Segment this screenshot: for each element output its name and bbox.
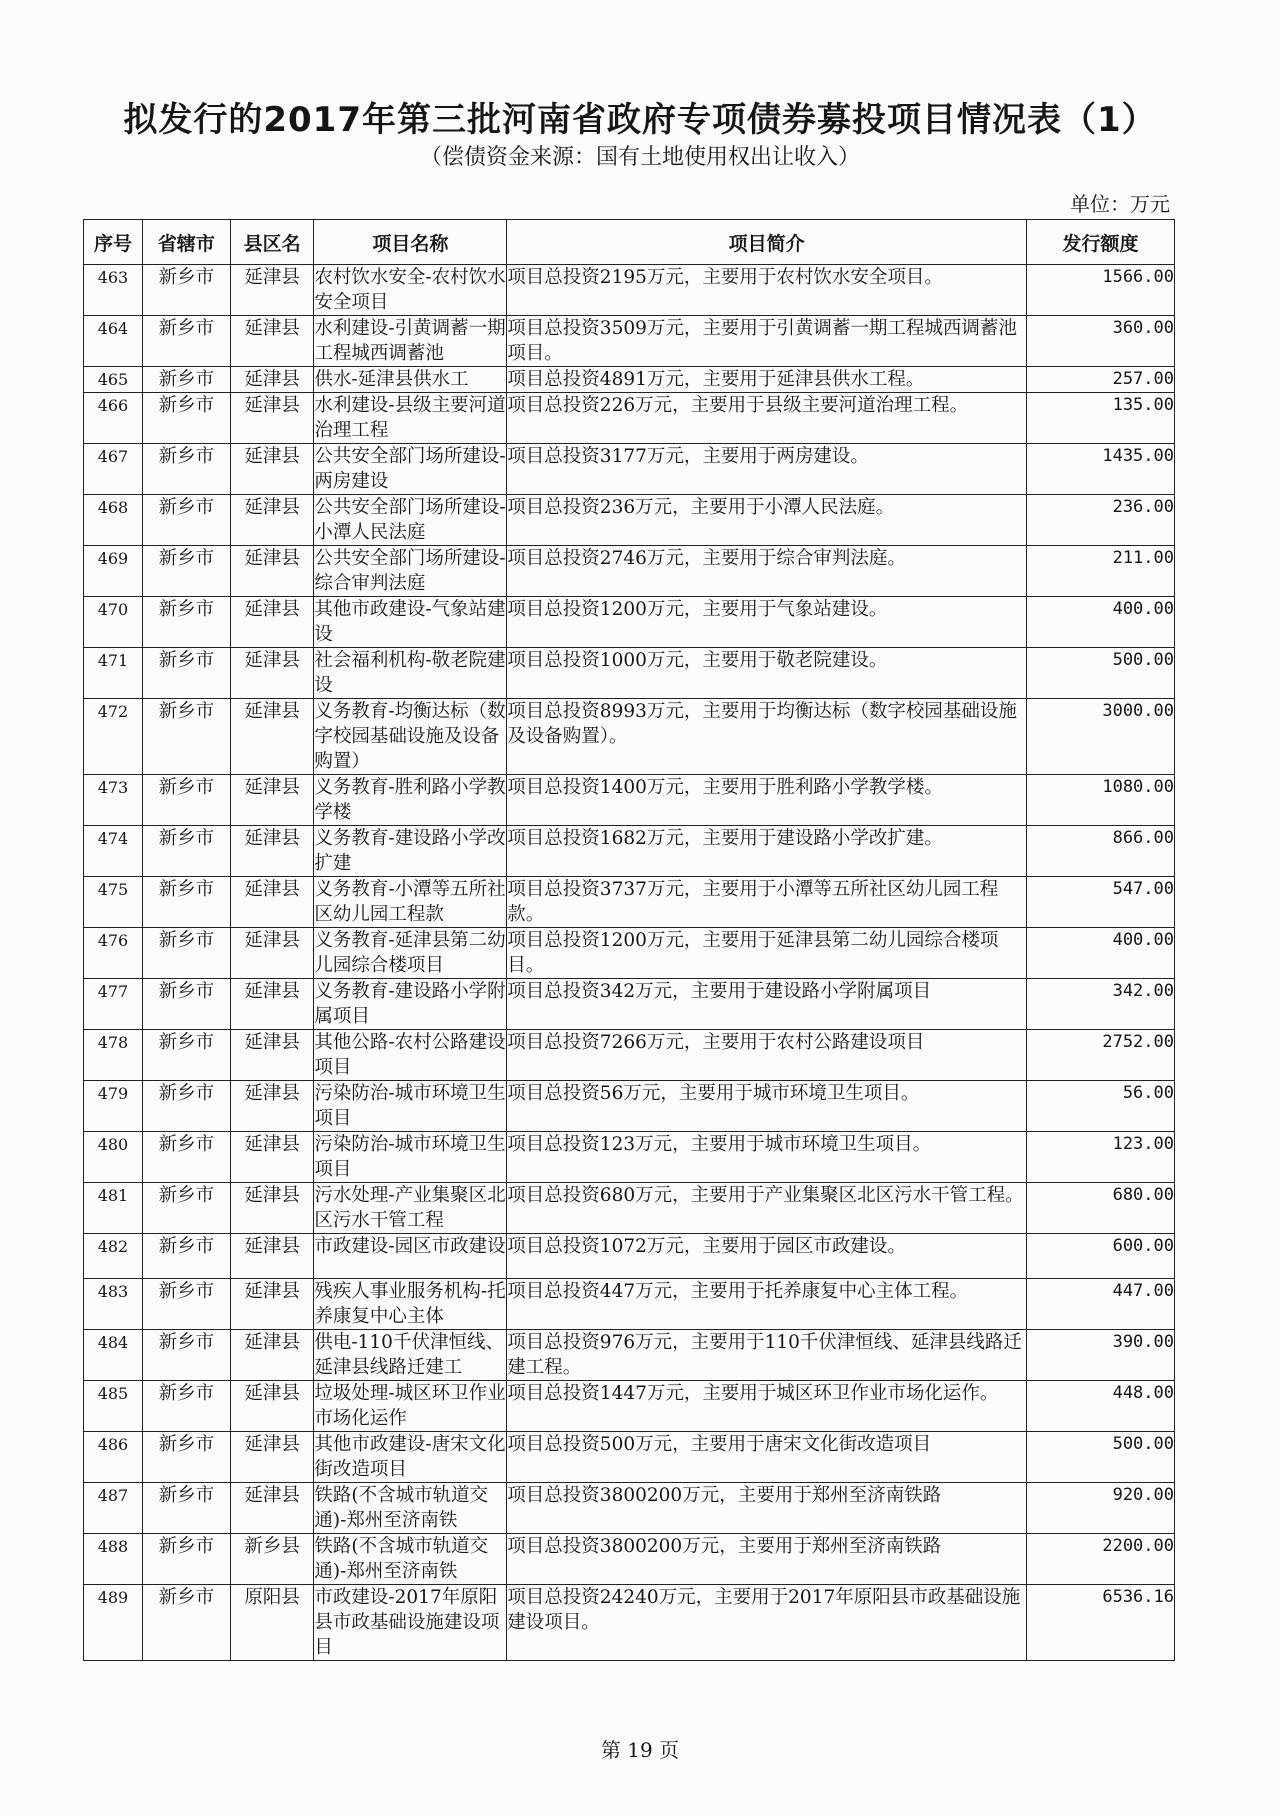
row-number: 477 [84,979,143,1030]
row-project-name: 义务教育-建设路小学改扩建 [314,826,507,877]
row-city: 新乡市 [142,393,230,444]
row-project-name: 其他市政建设-唐宋文化街改造项目 [314,1432,507,1483]
row-city: 新乡市 [142,265,230,316]
row-city: 新乡市 [142,1585,230,1661]
table-row [84,546,1175,597]
row-amount: 135.00 [1027,393,1175,444]
row-number: 483 [84,1279,143,1330]
row-county: 延津县 [230,877,314,928]
row-project-name: 义务教育-胜利路小学教学楼 [314,775,507,826]
row-project-desc: 项目总投资56万元，主要用于城市环境卫生项目。 [507,1081,1027,1132]
row-city: 新乡市 [142,1234,230,1279]
row-project-desc: 项目总投资680万元，主要用于产业集聚区北区污水干管工程。 [507,1183,1027,1234]
table-row [84,826,1175,877]
row-amount: 257.00 [1027,367,1175,393]
row-county: 延津县 [230,775,314,826]
row-amount: 448.00 [1027,1381,1175,1432]
row-city: 新乡市 [142,775,230,826]
row-project-name: 铁路(不含城市轨道交通)-郑州至济南铁 [314,1483,507,1534]
row-amount: 342.00 [1027,979,1175,1030]
row-number: 469 [84,546,143,597]
row-project-desc: 项目总投资1072万元，主要用于园区市政建设。 [507,1234,1027,1279]
row-project-desc: 项目总投资976万元，主要用于110千伏津恒线、延津县线路迁建工程。 [507,1330,1027,1381]
page-number: 第 19 页 [600,1738,680,1762]
row-county: 延津县 [230,597,314,648]
row-project-desc: 项目总投资226万元，主要用于县级主要河道治理工程。 [507,393,1027,444]
row-project-desc: 项目总投资1200万元，主要用于延津县第二幼儿园综合楼项目。 [507,928,1027,979]
row-project-name: 社会福利机构-敬老院建设 [314,648,507,699]
table-row [84,979,1175,1030]
row-project-desc: 项目总投资7266万元，主要用于农村公路建设项目 [507,1030,1027,1081]
row-project-name: 污水处理-产业集聚区北区污水干管工程 [314,1183,507,1234]
table-row [84,495,1175,546]
row-county: 延津县 [230,699,314,775]
row-number: 466 [84,393,143,444]
row-project-name: 污染防治-城市环境卫生项目 [314,1081,507,1132]
row-amount: 56.00 [1027,1081,1175,1132]
row-project-desc: 项目总投资8993万元，主要用于均衡达标（数字校园基础设施及设备购置）。 [507,699,1027,775]
row-amount: 360.00 [1027,316,1175,367]
row-number: 473 [84,775,143,826]
row-amount: 1080.00 [1027,775,1175,826]
row-county: 原阳县 [230,1585,314,1661]
table-row [84,367,1175,393]
row-amount: 6536.16 [1027,1585,1175,1661]
row-city: 新乡市 [142,1183,230,1234]
row-number: 468 [84,495,143,546]
table-row [84,775,1175,826]
row-project-name: 农村饮水安全-农村饮水安全项目 [314,265,507,316]
table-row [84,1279,1175,1330]
row-county: 延津县 [230,546,314,597]
table-row [84,1585,1175,1661]
row-project-name: 市政建设-2017年原阳县市政基础设施建设项目 [314,1585,507,1661]
row-amount: 447.00 [1027,1279,1175,1330]
row-project-name: 义务教育-均衡达标（数字校园基础设施及设备购置） [314,699,507,775]
row-project-name: 其他公路-农村公路建设项目 [314,1030,507,1081]
table-row [84,1234,1175,1279]
row-city: 新乡市 [142,1030,230,1081]
row-project-name: 义务教育-小潭等五所社区幼儿园工程款 [314,877,507,928]
row-number: 481 [84,1183,143,1234]
row-city: 新乡市 [142,699,230,775]
table-row [84,1381,1175,1432]
row-city: 新乡市 [142,1330,230,1381]
row-amount: 500.00 [1027,648,1175,699]
row-number: 488 [84,1534,143,1585]
row-amount: 1435.00 [1027,444,1175,495]
row-project-name: 公共安全部门场所建设-小潭人民法庭 [314,495,507,546]
table-row [84,699,1175,775]
row-project-desc: 项目总投资2746万元，主要用于综合审判法庭。 [507,546,1027,597]
row-number: 482 [84,1234,143,1279]
row-project-desc: 项目总投资3737万元，主要用于小潭等五所社区幼儿园工程款。 [507,877,1027,928]
row-city: 新乡市 [142,928,230,979]
row-city: 新乡市 [142,1483,230,1534]
row-number: 470 [84,597,143,648]
row-number: 480 [84,1132,143,1183]
row-amount: 680.00 [1027,1183,1175,1234]
row-project-desc: 项目总投资4891万元，主要用于延津县供水工程。 [507,367,1027,393]
row-amount: 547.00 [1027,877,1175,928]
row-county: 延津县 [230,1234,314,1279]
row-amount: 600.00 [1027,1234,1175,1279]
row-city: 新乡市 [142,979,230,1030]
row-amount: 390.00 [1027,1330,1175,1381]
row-project-name: 水利建设-县级主要河道治理工程 [314,393,507,444]
row-project-desc: 项目总投资3800200万元，主要用于郑州至济南铁路 [507,1534,1027,1585]
row-amount: 211.00 [1027,546,1175,597]
row-project-name: 公共安全部门场所建设-综合审判法庭 [314,546,507,597]
document-subtitle: （偿债资金来源：国有土地使用权出让收入） [419,145,860,170]
row-city: 新乡市 [142,316,230,367]
row-project-name: 垃圾处理-城区环卫作业市场化运作 [314,1381,507,1432]
row-city: 新乡市 [142,367,230,393]
row-number: 489 [84,1585,143,1661]
row-project-desc: 项目总投资3177万元，主要用于两房建设。 [507,444,1027,495]
row-county: 延津县 [230,1183,314,1234]
row-city: 新乡市 [142,444,230,495]
row-project-name: 污染防治-城市环境卫生项目 [314,1132,507,1183]
col-header-no: 序号 [84,220,143,265]
row-amount: 920.00 [1027,1483,1175,1534]
row-amount: 1566.00 [1027,265,1175,316]
row-project-desc: 项目总投资3509万元，主要用于引黄调蓄一期工程城西调蓄池项目。 [507,316,1027,367]
row-city: 新乡市 [142,648,230,699]
row-city: 新乡市 [142,1432,230,1483]
row-project-desc: 项目总投资2195万元，主要用于农村饮水安全项目。 [507,265,1027,316]
row-project-name: 供电-110千伏津恒线、延津县线路迁建工 [314,1330,507,1381]
row-county: 延津县 [230,979,314,1030]
row-county: 延津县 [230,1030,314,1081]
row-project-desc: 项目总投资236万元，主要用于小潭人民法庭。 [507,495,1027,546]
row-amount: 400.00 [1027,928,1175,979]
table-row [84,1183,1175,1234]
project-table [83,219,1175,1661]
table-row [84,648,1175,699]
row-county: 延津县 [230,1279,314,1330]
row-project-desc: 项目总投资342万元，主要用于建设路小学附属项目 [507,979,1027,1030]
row-county: 新乡县 [230,1534,314,1585]
row-amount: 236.00 [1027,495,1175,546]
row-city: 新乡市 [142,877,230,928]
row-project-name: 铁路(不含城市轨道交通)-郑州至济南铁 [314,1534,507,1585]
row-county: 延津县 [230,1081,314,1132]
row-project-name: 市政建设-园区市政建设 [314,1234,507,1279]
table-row [84,1081,1175,1132]
row-project-name: 其他市政建设-气象站建设 [314,597,507,648]
row-number: 464 [84,316,143,367]
row-number: 479 [84,1081,143,1132]
row-project-name: 残疾人事业服务机构-托养康复中心主体 [314,1279,507,1330]
row-number: 467 [84,444,143,495]
row-county: 延津县 [230,1483,314,1534]
row-amount: 500.00 [1027,1432,1175,1483]
table-header-row [84,220,1175,265]
row-number: 476 [84,928,143,979]
table-row [84,1132,1175,1183]
table-row [84,1483,1175,1534]
row-project-desc: 项目总投资1000万元，主要用于敬老院建设。 [507,648,1027,699]
row-county: 延津县 [230,393,314,444]
row-county: 延津县 [230,367,314,393]
row-project-desc: 项目总投资447万元，主要用于托养康复中心主体工程。 [507,1279,1027,1330]
col-header-amount: 发行额度 [1027,220,1175,265]
row-number: 472 [84,699,143,775]
row-number: 485 [84,1381,143,1432]
row-county: 延津县 [230,1132,314,1183]
row-city: 新乡市 [142,1279,230,1330]
row-project-name: 公共安全部门场所建设-两房建设 [314,444,507,495]
row-county: 延津县 [230,1432,314,1483]
col-header-county: 县区名 [230,220,314,265]
row-project-name: 供水-延津县供水工 [314,367,507,393]
row-city: 新乡市 [142,826,230,877]
table-row [84,393,1175,444]
row-city: 新乡市 [142,597,230,648]
row-city: 新乡市 [142,1081,230,1132]
row-amount: 2200.00 [1027,1534,1175,1585]
row-number: 474 [84,826,143,877]
row-amount: 866.00 [1027,826,1175,877]
row-amount: 2752.00 [1027,1030,1175,1081]
row-number: 486 [84,1432,143,1483]
row-city: 新乡市 [142,1381,230,1432]
row-project-desc: 项目总投资1682万元，主要用于建设路小学改扩建。 [507,826,1027,877]
col-header-desc: 项目简介 [507,220,1027,265]
table-row [84,928,1175,979]
row-number: 484 [84,1330,143,1381]
row-city: 新乡市 [142,1132,230,1183]
row-county: 延津县 [230,928,314,979]
unit-label: 单位：万元 [1070,192,1170,216]
table-row [84,1534,1175,1585]
row-number: 478 [84,1030,143,1081]
row-project-name: 水利建设-引黄调蓄一期工程城西调蓄池 [314,316,507,367]
row-project-desc: 项目总投资1200万元，主要用于气象站建设。 [507,597,1027,648]
row-city: 新乡市 [142,495,230,546]
table-row [84,316,1175,367]
row-project-desc: 项目总投资1400万元，主要用于胜利路小学教学楼。 [507,775,1027,826]
table-row [84,1030,1175,1081]
row-number: 463 [84,265,143,316]
row-county: 延津县 [230,648,314,699]
row-amount: 123.00 [1027,1132,1175,1183]
row-project-name: 义务教育-建设路小学附属项目 [314,979,507,1030]
table-row [84,1330,1175,1381]
document-title: 拟发行的2017年第三批河南省政府专项债券募投项目情况表（1） [123,100,1157,140]
row-project-desc: 项目总投资500万元，主要用于唐宋文化街改造项目 [507,1432,1027,1483]
row-city: 新乡市 [142,546,230,597]
row-county: 延津县 [230,444,314,495]
row-number: 465 [84,367,143,393]
row-number: 475 [84,877,143,928]
col-header-name: 项目名称 [314,220,507,265]
row-county: 延津县 [230,1330,314,1381]
row-project-desc: 项目总投资24240万元，主要用于2017年原阳县市政基础设施建设项目。 [507,1585,1027,1661]
row-amount: 400.00 [1027,597,1175,648]
col-header-city: 省辖市 [142,220,230,265]
row-county: 延津县 [230,495,314,546]
row-number: 471 [84,648,143,699]
table-row [84,877,1175,928]
row-project-desc: 项目总投资1447万元，主要用于城区环卫作业市场化运作。 [507,1381,1027,1432]
row-county: 延津县 [230,826,314,877]
row-county: 延津县 [230,265,314,316]
row-project-desc: 项目总投资123万元，主要用于城市环境卫生项目。 [507,1132,1027,1183]
row-county: 延津县 [230,316,314,367]
row-county: 延津县 [230,1381,314,1432]
row-amount: 3000.00 [1027,699,1175,775]
table-row [84,597,1175,648]
row-project-desc: 项目总投资3800200万元，主要用于郑州至济南铁路 [507,1483,1027,1534]
row-project-name: 义务教育-延津县第二幼儿园综合楼项目 [314,928,507,979]
table-row [84,1432,1175,1483]
row-number: 487 [84,1483,143,1534]
row-city: 新乡市 [142,1534,230,1585]
table-row [84,265,1175,316]
table-row [84,444,1175,495]
